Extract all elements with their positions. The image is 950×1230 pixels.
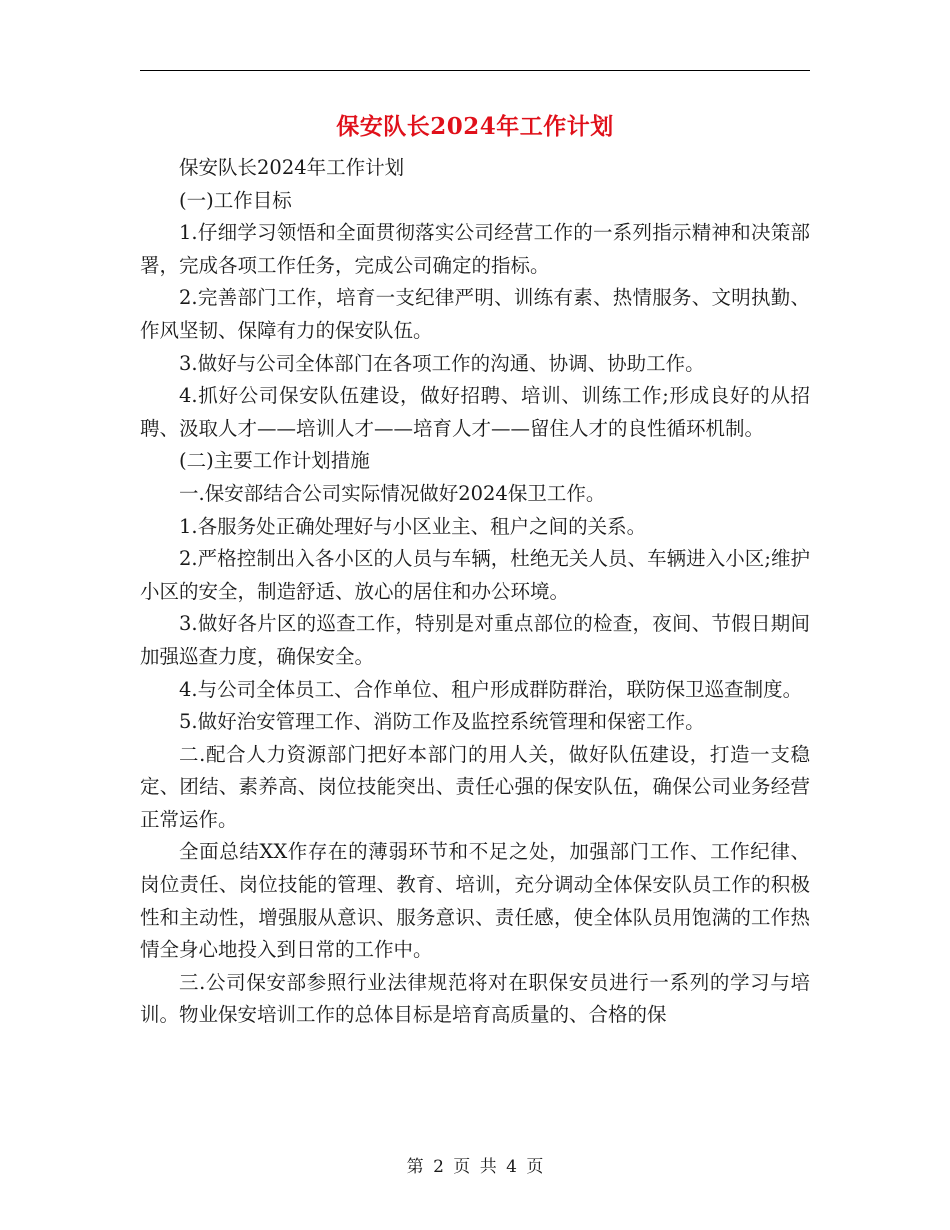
paragraph: 二.配合人力资源部门把好本部门的用人关，做好队伍建设，打造一支稳定、团结、素养高、岗位技能突出、责任心强的保安队伍，确保公司业务经营正常运作。 — [140, 742, 810, 831]
paragraph: 2.严格控制出入各小区的人员与车辆，杜绝无关人员、车辆进入小区;维护小区的安全，制造舒适、放心的居住和办公环境。 — [140, 547, 810, 603]
paragraph: 5.做好治安管理工作、消防工作及监控系统管理和保密工作。 — [179, 710, 705, 734]
paragraph: 保安队长2024年工作计划 — [179, 156, 405, 179]
paragraph: 全面总结XX作存在的薄弱环节和不足之处，加强部门工作、工作纪律、岗位责任、岗位技能的管理、教育、培训，充分调动全体保安队员工作的积极性和主动性，增强服从意识、服务意识、责任感，使全体队员用饱满的工作热情全身心地投入到日常的工作中。 — [140, 840, 810, 962]
paragraph: 1.各服务处正确处理好与小区业主、租户之间的关系。 — [179, 514, 647, 538]
paragraph: 3.做好与公司全体部门在各项工作的沟通、协调、协助工作。 — [179, 351, 705, 375]
paragraph: 一.保安部结合公司实际情况做好2024保卫工作。 — [179, 481, 606, 505]
paragraph: 1.仔细学习领悟和全面贯彻落实公司经营工作的一系列指示精神和决策部署，完成各项工作任务，完成公司确定的指标。 — [140, 221, 810, 277]
paragraph: 4.与公司全体员工、合作单位、租户形成群防群治，联防保卫巡查制度。 — [179, 677, 803, 701]
page-footer: 第 2 页 共 4 页 — [406, 1157, 544, 1177]
header-rule — [140, 70, 810, 71]
paragraph: 2.完善部门工作，培育一支纪律严明、训练有素、热情服务、文明执勤、作风坚韧、保障有力的保安队伍。 — [140, 286, 810, 342]
paragraph: 3.做好各片区的巡查工作，特别是对重点部位的检查，夜间、节假日期间加强巡查力度，确保安全。 — [140, 612, 810, 668]
paragraph: 4.抓好公司保安队伍建设，做好招聘、培训、训练工作;形成良好的从招聘、汲取人才——培训人才——培育人才——留住人才的良性循环机制。 — [140, 384, 810, 440]
document-body — [140, 152, 810, 1032]
paragraph: 三.公司保安部参照行业法律规范将对在职保安员进行一系列的学习与培训。物业保安培训工作的总体目标是培育高质量的、合格的保 — [140, 970, 810, 1027]
paragraph: (二)主要工作计划措施 — [179, 449, 370, 473]
document-title: 保安队长2024年工作计划 — [336, 113, 614, 140]
paragraph: (一)工作目标 — [179, 188, 292, 212]
